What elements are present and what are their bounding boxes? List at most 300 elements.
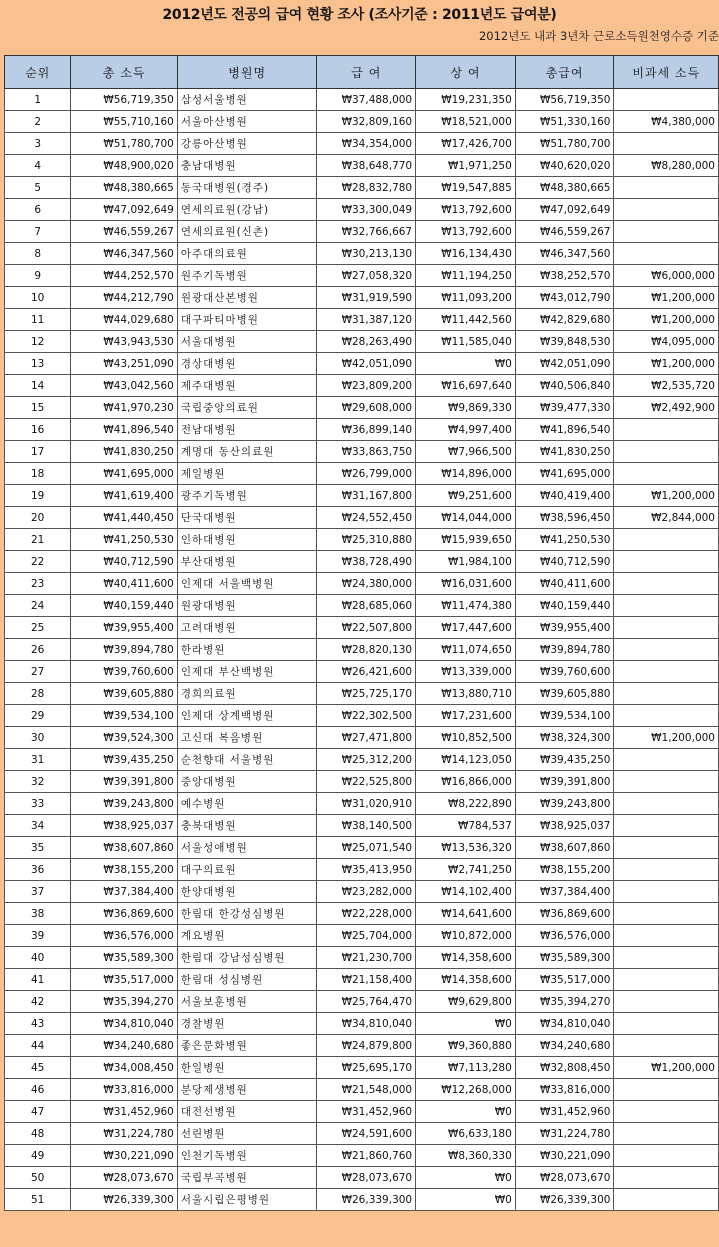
bonus-cell[interactable]: ₩14,896,000 <box>416 463 516 485</box>
rank-cell[interactable]: 43 <box>5 1013 71 1035</box>
nontaxable-income-cell[interactable] <box>614 595 719 617</box>
rank-cell[interactable]: 26 <box>5 639 71 661</box>
nontaxable-income-cell[interactable] <box>614 925 719 947</box>
salary-cell[interactable]: ₩31,387,120 <box>317 309 416 331</box>
nontaxable-income-cell[interactable] <box>614 881 719 903</box>
rank-cell[interactable]: 35 <box>5 837 71 859</box>
hospital-name-cell[interactable]: 제주대병원 <box>177 375 317 397</box>
rank-cell[interactable]: 19 <box>5 485 71 507</box>
salary-cell[interactable]: ₩27,471,800 <box>317 727 416 749</box>
rank-cell[interactable]: 12 <box>5 331 71 353</box>
nontaxable-income-cell[interactable] <box>614 969 719 991</box>
rank-cell[interactable]: 27 <box>5 661 71 683</box>
column-header-nontaxable[interactable]: 비과세 소득 <box>614 56 719 89</box>
bonus-cell[interactable]: ₩6,633,180 <box>416 1123 516 1145</box>
bonus-cell[interactable]: ₩8,360,330 <box>416 1145 516 1167</box>
rank-cell[interactable]: 40 <box>5 947 71 969</box>
column-header-rank[interactable]: 순위 <box>5 56 71 89</box>
gross-pay-cell[interactable]: ₩40,712,590 <box>515 551 614 573</box>
nontaxable-income-cell[interactable] <box>614 441 719 463</box>
rank-cell[interactable]: 6 <box>5 199 71 221</box>
hospital-name-cell[interactable]: 충북대병원 <box>177 815 317 837</box>
hospital-name-cell[interactable]: 예수병원 <box>177 793 317 815</box>
rank-cell[interactable]: 42 <box>5 991 71 1013</box>
total-income-cell[interactable]: ₩38,925,037 <box>71 815 178 837</box>
nontaxable-income-cell[interactable] <box>614 1189 719 1211</box>
nontaxable-income-cell[interactable] <box>614 1167 719 1189</box>
bonus-cell[interactable]: ₩19,231,350 <box>416 89 516 111</box>
rank-cell[interactable]: 49 <box>5 1145 71 1167</box>
total-income-cell[interactable]: ₩34,240,680 <box>71 1035 178 1057</box>
salary-cell[interactable]: ₩35,413,950 <box>317 859 416 881</box>
hospital-name-cell[interactable]: 좋은문화병원 <box>177 1035 317 1057</box>
hospital-name-cell[interactable]: 인천기독병원 <box>177 1145 317 1167</box>
nontaxable-income-cell[interactable]: ₩1,200,000 <box>614 485 719 507</box>
hospital-name-cell[interactable]: 선린병원 <box>177 1123 317 1145</box>
nontaxable-income-cell[interactable] <box>614 947 719 969</box>
salary-cell[interactable]: ₩33,863,750 <box>317 441 416 463</box>
nontaxable-income-cell[interactable] <box>614 1035 719 1057</box>
gross-pay-cell[interactable]: ₩43,012,790 <box>515 287 614 309</box>
gross-pay-cell[interactable]: ₩51,780,700 <box>515 133 614 155</box>
nontaxable-income-cell[interactable] <box>614 771 719 793</box>
rank-cell[interactable]: 25 <box>5 617 71 639</box>
nontaxable-income-cell[interactable] <box>614 243 719 265</box>
salary-cell[interactable]: ₩21,860,760 <box>317 1145 416 1167</box>
gross-pay-cell[interactable]: ₩39,848,530 <box>515 331 614 353</box>
hospital-name-cell[interactable]: 부산대병원 <box>177 551 317 573</box>
total-income-cell[interactable]: ₩39,391,800 <box>71 771 178 793</box>
rank-cell[interactable]: 29 <box>5 705 71 727</box>
salary-cell[interactable]: ₩24,380,000 <box>317 573 416 595</box>
hospital-name-cell[interactable]: 연세의료원(신촌) <box>177 221 317 243</box>
hospital-name-cell[interactable]: 한림대 한강성심병원 <box>177 903 317 925</box>
bonus-cell[interactable]: ₩15,939,650 <box>416 529 516 551</box>
hospital-name-cell[interactable]: 서울시립은평병원 <box>177 1189 317 1211</box>
nontaxable-income-cell[interactable] <box>614 661 719 683</box>
gross-pay-cell[interactable]: ₩41,830,250 <box>515 441 614 463</box>
hospital-name-cell[interactable]: 아주대의료원 <box>177 243 317 265</box>
total-income-cell[interactable]: ₩39,605,880 <box>71 683 178 705</box>
total-income-cell[interactable]: ₩41,250,530 <box>71 529 178 551</box>
total-income-cell[interactable]: ₩36,869,600 <box>71 903 178 925</box>
nontaxable-income-cell[interactable]: ₩4,380,000 <box>614 111 719 133</box>
gross-pay-cell[interactable]: ₩39,391,800 <box>515 771 614 793</box>
hospital-name-cell[interactable]: 계요병원 <box>177 925 317 947</box>
salary-cell[interactable]: ₩25,704,000 <box>317 925 416 947</box>
gross-pay-cell[interactable]: ₩40,620,020 <box>515 155 614 177</box>
total-income-cell[interactable]: ₩39,760,600 <box>71 661 178 683</box>
rank-cell[interactable]: 34 <box>5 815 71 837</box>
rank-cell[interactable]: 4 <box>5 155 71 177</box>
gross-pay-cell[interactable]: ₩39,760,600 <box>515 661 614 683</box>
hospital-name-cell[interactable]: 인제대 서울백병원 <box>177 573 317 595</box>
salary-cell[interactable]: ₩24,552,450 <box>317 507 416 529</box>
nontaxable-income-cell[interactable]: ₩2,844,000 <box>614 507 719 529</box>
total-income-cell[interactable]: ₩56,719,350 <box>71 89 178 111</box>
bonus-cell[interactable]: ₩10,852,500 <box>416 727 516 749</box>
salary-cell[interactable]: ₩34,810,040 <box>317 1013 416 1035</box>
gross-pay-cell[interactable]: ₩56,719,350 <box>515 89 614 111</box>
bonus-cell[interactable]: ₩9,251,600 <box>416 485 516 507</box>
total-income-cell[interactable]: ₩31,224,780 <box>71 1123 178 1145</box>
gross-pay-cell[interactable]: ₩35,517,000 <box>515 969 614 991</box>
bonus-cell[interactable]: ₩2,741,250 <box>416 859 516 881</box>
total-income-cell[interactable]: ₩43,042,560 <box>71 375 178 397</box>
bonus-cell[interactable]: ₩11,585,040 <box>416 331 516 353</box>
total-income-cell[interactable]: ₩41,619,400 <box>71 485 178 507</box>
bonus-cell[interactable]: ₩11,074,650 <box>416 639 516 661</box>
bonus-cell[interactable]: ₩9,360,880 <box>416 1035 516 1057</box>
hospital-name-cell[interactable]: 서울보훈병원 <box>177 991 317 1013</box>
bonus-cell[interactable]: ₩13,792,600 <box>416 199 516 221</box>
salary-cell[interactable]: ₩26,339,300 <box>317 1189 416 1211</box>
gross-pay-cell[interactable]: ₩39,435,250 <box>515 749 614 771</box>
total-income-cell[interactable]: ₩40,159,440 <box>71 595 178 617</box>
rank-cell[interactable]: 20 <box>5 507 71 529</box>
rank-cell[interactable]: 33 <box>5 793 71 815</box>
salary-cell[interactable]: ₩26,799,000 <box>317 463 416 485</box>
salary-cell[interactable]: ₩21,158,400 <box>317 969 416 991</box>
gross-pay-cell[interactable]: ₩46,559,267 <box>515 221 614 243</box>
total-income-cell[interactable]: ₩38,607,860 <box>71 837 178 859</box>
salary-cell[interactable]: ₩28,820,130 <box>317 639 416 661</box>
bonus-cell[interactable]: ₩784,537 <box>416 815 516 837</box>
bonus-cell[interactable]: ₩13,536,320 <box>416 837 516 859</box>
gross-pay-cell[interactable]: ₩40,506,840 <box>515 375 614 397</box>
bonus-cell[interactable]: ₩11,093,200 <box>416 287 516 309</box>
salary-cell[interactable]: ₩22,228,000 <box>317 903 416 925</box>
salary-cell[interactable]: ₩26,421,600 <box>317 661 416 683</box>
total-income-cell[interactable]: ₩44,029,680 <box>71 309 178 331</box>
total-income-cell[interactable]: ₩39,243,800 <box>71 793 178 815</box>
hospital-name-cell[interactable]: 순천향대 서울병원 <box>177 749 317 771</box>
total-income-cell[interactable]: ₩40,712,590 <box>71 551 178 573</box>
rank-cell[interactable]: 39 <box>5 925 71 947</box>
salary-cell[interactable]: ₩29,608,000 <box>317 397 416 419</box>
gross-pay-cell[interactable]: ₩40,419,400 <box>515 485 614 507</box>
gross-pay-cell[interactable]: ₩26,339,300 <box>515 1189 614 1211</box>
nontaxable-income-cell[interactable] <box>614 573 719 595</box>
rank-cell[interactable]: 50 <box>5 1167 71 1189</box>
gross-pay-cell[interactable]: ₩38,925,037 <box>515 815 614 837</box>
total-income-cell[interactable]: ₩35,589,300 <box>71 947 178 969</box>
salary-cell[interactable]: ₩24,879,800 <box>317 1035 416 1057</box>
total-income-cell[interactable]: ₩34,810,040 <box>71 1013 178 1035</box>
total-income-cell[interactable]: ₩44,252,570 <box>71 265 178 287</box>
bonus-cell[interactable]: ₩16,866,000 <box>416 771 516 793</box>
nontaxable-income-cell[interactable] <box>614 221 719 243</box>
nontaxable-income-cell[interactable] <box>614 617 719 639</box>
rank-cell[interactable]: 8 <box>5 243 71 265</box>
bonus-cell[interactable]: ₩16,697,640 <box>416 375 516 397</box>
bonus-cell[interactable]: ₩11,194,250 <box>416 265 516 287</box>
rank-cell[interactable]: 23 <box>5 573 71 595</box>
bonus-cell[interactable]: ₩9,629,800 <box>416 991 516 1013</box>
nontaxable-income-cell[interactable] <box>614 1079 719 1101</box>
nontaxable-income-cell[interactable] <box>614 419 719 441</box>
bonus-cell[interactable]: ₩10,872,000 <box>416 925 516 947</box>
rank-cell[interactable]: 46 <box>5 1079 71 1101</box>
total-income-cell[interactable]: ₩41,695,000 <box>71 463 178 485</box>
nontaxable-income-cell[interactable] <box>614 903 719 925</box>
gross-pay-cell[interactable]: ₩41,695,000 <box>515 463 614 485</box>
gross-pay-cell[interactable]: ₩39,534,100 <box>515 705 614 727</box>
gross-pay-cell[interactable]: ₩41,896,540 <box>515 419 614 441</box>
total-income-cell[interactable]: ₩46,347,560 <box>71 243 178 265</box>
gross-pay-cell[interactable]: ₩31,224,780 <box>515 1123 614 1145</box>
gross-pay-cell[interactable]: ₩38,596,450 <box>515 507 614 529</box>
salary-cell[interactable]: ₩31,452,960 <box>317 1101 416 1123</box>
total-income-cell[interactable]: ₩39,524,300 <box>71 727 178 749</box>
salary-cell[interactable]: ₩23,809,200 <box>317 375 416 397</box>
rank-cell[interactable]: 17 <box>5 441 71 463</box>
bonus-cell[interactable]: ₩11,474,380 <box>416 595 516 617</box>
hospital-name-cell[interactable]: 국립부곡병원 <box>177 1167 317 1189</box>
rank-cell[interactable]: 37 <box>5 881 71 903</box>
hospital-name-cell[interactable]: 서울대병원 <box>177 331 317 353</box>
total-income-cell[interactable]: ₩55,710,160 <box>71 111 178 133</box>
nontaxable-income-cell[interactable] <box>614 639 719 661</box>
salary-cell[interactable]: ₩25,695,170 <box>317 1057 416 1079</box>
bonus-cell[interactable]: ₩17,426,700 <box>416 133 516 155</box>
total-income-cell[interactable]: ₩26,339,300 <box>71 1189 178 1211</box>
bonus-cell[interactable]: ₩14,641,600 <box>416 903 516 925</box>
nontaxable-income-cell[interactable] <box>614 89 719 111</box>
gross-pay-cell[interactable]: ₩51,330,160 <box>515 111 614 133</box>
bonus-cell[interactable]: ₩8,222,890 <box>416 793 516 815</box>
rank-cell[interactable]: 36 <box>5 859 71 881</box>
bonus-cell[interactable]: ₩7,113,280 <box>416 1057 516 1079</box>
gross-pay-cell[interactable]: ₩39,605,880 <box>515 683 614 705</box>
gross-pay-cell[interactable]: ₩35,394,270 <box>515 991 614 1013</box>
nontaxable-income-cell[interactable] <box>614 837 719 859</box>
rank-cell[interactable]: 10 <box>5 287 71 309</box>
total-income-cell[interactable]: ₩46,559,267 <box>71 221 178 243</box>
hospital-name-cell[interactable]: 서울성애병원 <box>177 837 317 859</box>
rank-cell[interactable]: 9 <box>5 265 71 287</box>
gross-pay-cell[interactable]: ₩35,589,300 <box>515 947 614 969</box>
total-income-cell[interactable]: ₩47,092,649 <box>71 199 178 221</box>
bonus-cell[interactable]: ₩0 <box>416 1189 516 1211</box>
gross-pay-cell[interactable]: ₩39,955,400 <box>515 617 614 639</box>
nontaxable-income-cell[interactable] <box>614 463 719 485</box>
nontaxable-income-cell[interactable] <box>614 1101 719 1123</box>
rank-cell[interactable]: 22 <box>5 551 71 573</box>
rank-cell[interactable]: 45 <box>5 1057 71 1079</box>
rank-cell[interactable]: 32 <box>5 771 71 793</box>
total-income-cell[interactable]: ₩28,073,670 <box>71 1167 178 1189</box>
total-income-cell[interactable]: ₩51,780,700 <box>71 133 178 155</box>
rank-cell[interactable]: 14 <box>5 375 71 397</box>
salary-cell[interactable]: ₩30,213,130 <box>317 243 416 265</box>
rank-cell[interactable]: 30 <box>5 727 71 749</box>
bonus-cell[interactable]: ₩16,134,430 <box>416 243 516 265</box>
hospital-name-cell[interactable]: 고려대병원 <box>177 617 317 639</box>
total-income-cell[interactable]: ₩38,155,200 <box>71 859 178 881</box>
salary-cell[interactable]: ₩28,073,670 <box>317 1167 416 1189</box>
gross-pay-cell[interactable]: ₩38,252,570 <box>515 265 614 287</box>
total-income-cell[interactable]: ₩35,517,000 <box>71 969 178 991</box>
hospital-name-cell[interactable]: 경상대병원 <box>177 353 317 375</box>
hospital-name-cell[interactable]: 강릉아산병원 <box>177 133 317 155</box>
hospital-name-cell[interactable]: 충남대병원 <box>177 155 317 177</box>
nontaxable-income-cell[interactable]: ₩1,200,000 <box>614 309 719 331</box>
nontaxable-income-cell[interactable]: ₩8,280,000 <box>614 155 719 177</box>
hospital-name-cell[interactable]: 인하대병원 <box>177 529 317 551</box>
rank-cell[interactable]: 28 <box>5 683 71 705</box>
total-income-cell[interactable]: ₩30,221,090 <box>71 1145 178 1167</box>
nontaxable-income-cell[interactable] <box>614 683 719 705</box>
bonus-cell[interactable]: ₩1,971,250 <box>416 155 516 177</box>
salary-cell[interactable]: ₩31,167,800 <box>317 485 416 507</box>
total-income-cell[interactable]: ₩41,830,250 <box>71 441 178 463</box>
salary-cell[interactable]: ₩24,591,600 <box>317 1123 416 1145</box>
column-header-salary[interactable]: 급 여 <box>317 56 416 89</box>
salary-cell[interactable]: ₩22,525,800 <box>317 771 416 793</box>
bonus-cell[interactable]: ₩14,102,400 <box>416 881 516 903</box>
total-income-cell[interactable]: ₩43,251,090 <box>71 353 178 375</box>
bonus-cell[interactable]: ₩13,339,000 <box>416 661 516 683</box>
total-income-cell[interactable]: ₩31,452,960 <box>71 1101 178 1123</box>
hospital-name-cell[interactable]: 중앙대병원 <box>177 771 317 793</box>
total-income-cell[interactable]: ₩43,943,530 <box>71 331 178 353</box>
nontaxable-income-cell[interactable] <box>614 177 719 199</box>
nontaxable-income-cell[interactable] <box>614 749 719 771</box>
bonus-cell[interactable]: ₩1,984,100 <box>416 551 516 573</box>
salary-cell[interactable]: ₩21,548,000 <box>317 1079 416 1101</box>
rank-cell[interactable]: 7 <box>5 221 71 243</box>
rank-cell[interactable]: 21 <box>5 529 71 551</box>
gross-pay-cell[interactable]: ₩34,240,680 <box>515 1035 614 1057</box>
hospital-name-cell[interactable]: 원주기독병원 <box>177 265 317 287</box>
salary-cell[interactable]: ₩28,832,780 <box>317 177 416 199</box>
salary-cell[interactable]: ₩25,310,880 <box>317 529 416 551</box>
bonus-cell[interactable]: ₩19,547,885 <box>416 177 516 199</box>
column-header-total-income[interactable]: 총 소득 <box>71 56 178 89</box>
salary-cell[interactable]: ₩21,230,700 <box>317 947 416 969</box>
total-income-cell[interactable]: ₩37,384,400 <box>71 881 178 903</box>
gross-pay-cell[interactable]: ₩28,073,670 <box>515 1167 614 1189</box>
gross-pay-cell[interactable]: ₩39,894,780 <box>515 639 614 661</box>
salary-cell[interactable]: ₩31,919,590 <box>317 287 416 309</box>
total-income-cell[interactable]: ₩41,440,450 <box>71 507 178 529</box>
gross-pay-cell[interactable]: ₩42,051,090 <box>515 353 614 375</box>
nontaxable-income-cell[interactable] <box>614 199 719 221</box>
total-income-cell[interactable]: ₩48,380,665 <box>71 177 178 199</box>
salary-cell[interactable]: ₩27,058,320 <box>317 265 416 287</box>
gross-pay-cell[interactable]: ₩32,808,450 <box>515 1057 614 1079</box>
hospital-name-cell[interactable]: 경희의료원 <box>177 683 317 705</box>
total-income-cell[interactable]: ₩39,894,780 <box>71 639 178 661</box>
bonus-cell[interactable]: ₩17,447,600 <box>416 617 516 639</box>
nontaxable-income-cell[interactable]: ₩6,000,000 <box>614 265 719 287</box>
hospital-name-cell[interactable]: 제일병원 <box>177 463 317 485</box>
nontaxable-income-cell[interactable]: ₩1,200,000 <box>614 353 719 375</box>
nontaxable-income-cell[interactable] <box>614 551 719 573</box>
bonus-cell[interactable]: ₩18,521,000 <box>416 111 516 133</box>
bonus-cell[interactable]: ₩0 <box>416 1013 516 1035</box>
nontaxable-income-cell[interactable] <box>614 529 719 551</box>
rank-cell[interactable]: 18 <box>5 463 71 485</box>
bonus-cell[interactable]: ₩4,997,400 <box>416 419 516 441</box>
rank-cell[interactable]: 44 <box>5 1035 71 1057</box>
gross-pay-cell[interactable]: ₩38,607,860 <box>515 837 614 859</box>
gross-pay-cell[interactable]: ₩42,829,680 <box>515 309 614 331</box>
gross-pay-cell[interactable]: ₩47,092,649 <box>515 199 614 221</box>
salary-cell[interactable]: ₩32,809,160 <box>317 111 416 133</box>
rank-cell[interactable]: 1 <box>5 89 71 111</box>
hospital-name-cell[interactable]: 한양대병원 <box>177 881 317 903</box>
bonus-cell[interactable]: ₩11,442,560 <box>416 309 516 331</box>
rank-cell[interactable]: 11 <box>5 309 71 331</box>
rank-cell[interactable]: 5 <box>5 177 71 199</box>
salary-cell[interactable]: ₩36,899,140 <box>317 419 416 441</box>
total-income-cell[interactable]: ₩35,394,270 <box>71 991 178 1013</box>
gross-pay-cell[interactable]: ₩40,411,600 <box>515 573 614 595</box>
nontaxable-income-cell[interactable] <box>614 1145 719 1167</box>
rank-cell[interactable]: 15 <box>5 397 71 419</box>
column-header-hospital[interactable]: 병원명 <box>177 56 317 89</box>
hospital-name-cell[interactable]: 광주기독병원 <box>177 485 317 507</box>
hospital-name-cell[interactable]: 한라병원 <box>177 639 317 661</box>
hospital-name-cell[interactable]: 경찰병원 <box>177 1013 317 1035</box>
hospital-name-cell[interactable]: 단국대병원 <box>177 507 317 529</box>
salary-cell[interactable]: ₩25,764,470 <box>317 991 416 1013</box>
column-header-gross-pay[interactable]: 총급여 <box>515 56 614 89</box>
hospital-name-cell[interactable]: 한일병원 <box>177 1057 317 1079</box>
total-income-cell[interactable]: ₩33,816,000 <box>71 1079 178 1101</box>
gross-pay-cell[interactable]: ₩40,159,440 <box>515 595 614 617</box>
nontaxable-income-cell[interactable]: ₩2,535,720 <box>614 375 719 397</box>
gross-pay-cell[interactable]: ₩46,347,560 <box>515 243 614 265</box>
rank-cell[interactable]: 41 <box>5 969 71 991</box>
gross-pay-cell[interactable]: ₩38,155,200 <box>515 859 614 881</box>
bonus-cell[interactable]: ₩0 <box>416 1101 516 1123</box>
hospital-name-cell[interactable]: 대전선병원 <box>177 1101 317 1123</box>
nontaxable-income-cell[interactable]: ₩1,200,000 <box>614 727 719 749</box>
total-income-cell[interactable]: ₩41,970,230 <box>71 397 178 419</box>
salary-cell[interactable]: ₩38,648,770 <box>317 155 416 177</box>
bonus-cell[interactable]: ₩0 <box>416 1167 516 1189</box>
salary-cell[interactable]: ₩22,507,800 <box>317 617 416 639</box>
rank-cell[interactable]: 13 <box>5 353 71 375</box>
total-income-cell[interactable]: ₩41,896,540 <box>71 419 178 441</box>
hospital-name-cell[interactable]: 대구파티마병원 <box>177 309 317 331</box>
gross-pay-cell[interactable]: ₩37,384,400 <box>515 881 614 903</box>
hospital-name-cell[interactable]: 계명대 동산의료원 <box>177 441 317 463</box>
gross-pay-cell[interactable]: ₩36,576,000 <box>515 925 614 947</box>
hospital-name-cell[interactable]: 국립중앙의료원 <box>177 397 317 419</box>
nontaxable-income-cell[interactable] <box>614 705 719 727</box>
rank-cell[interactable]: 51 <box>5 1189 71 1211</box>
total-income-cell[interactable]: ₩36,576,000 <box>71 925 178 947</box>
salary-cell[interactable]: ₩31,020,910 <box>317 793 416 815</box>
hospital-name-cell[interactable]: 대구의료원 <box>177 859 317 881</box>
bonus-cell[interactable]: ₩0 <box>416 353 516 375</box>
salary-cell[interactable]: ₩23,282,000 <box>317 881 416 903</box>
rank-cell[interactable]: 24 <box>5 595 71 617</box>
rank-cell[interactable]: 2 <box>5 111 71 133</box>
salary-cell[interactable]: ₩37,488,000 <box>317 89 416 111</box>
total-income-cell[interactable]: ₩39,435,250 <box>71 749 178 771</box>
bonus-cell[interactable]: ₩9,869,330 <box>416 397 516 419</box>
rank-cell[interactable]: 31 <box>5 749 71 771</box>
hospital-name-cell[interactable]: 한림대 강남성심병원 <box>177 947 317 969</box>
rank-cell[interactable]: 47 <box>5 1101 71 1123</box>
rank-cell[interactable]: 48 <box>5 1123 71 1145</box>
salary-cell[interactable]: ₩28,263,490 <box>317 331 416 353</box>
